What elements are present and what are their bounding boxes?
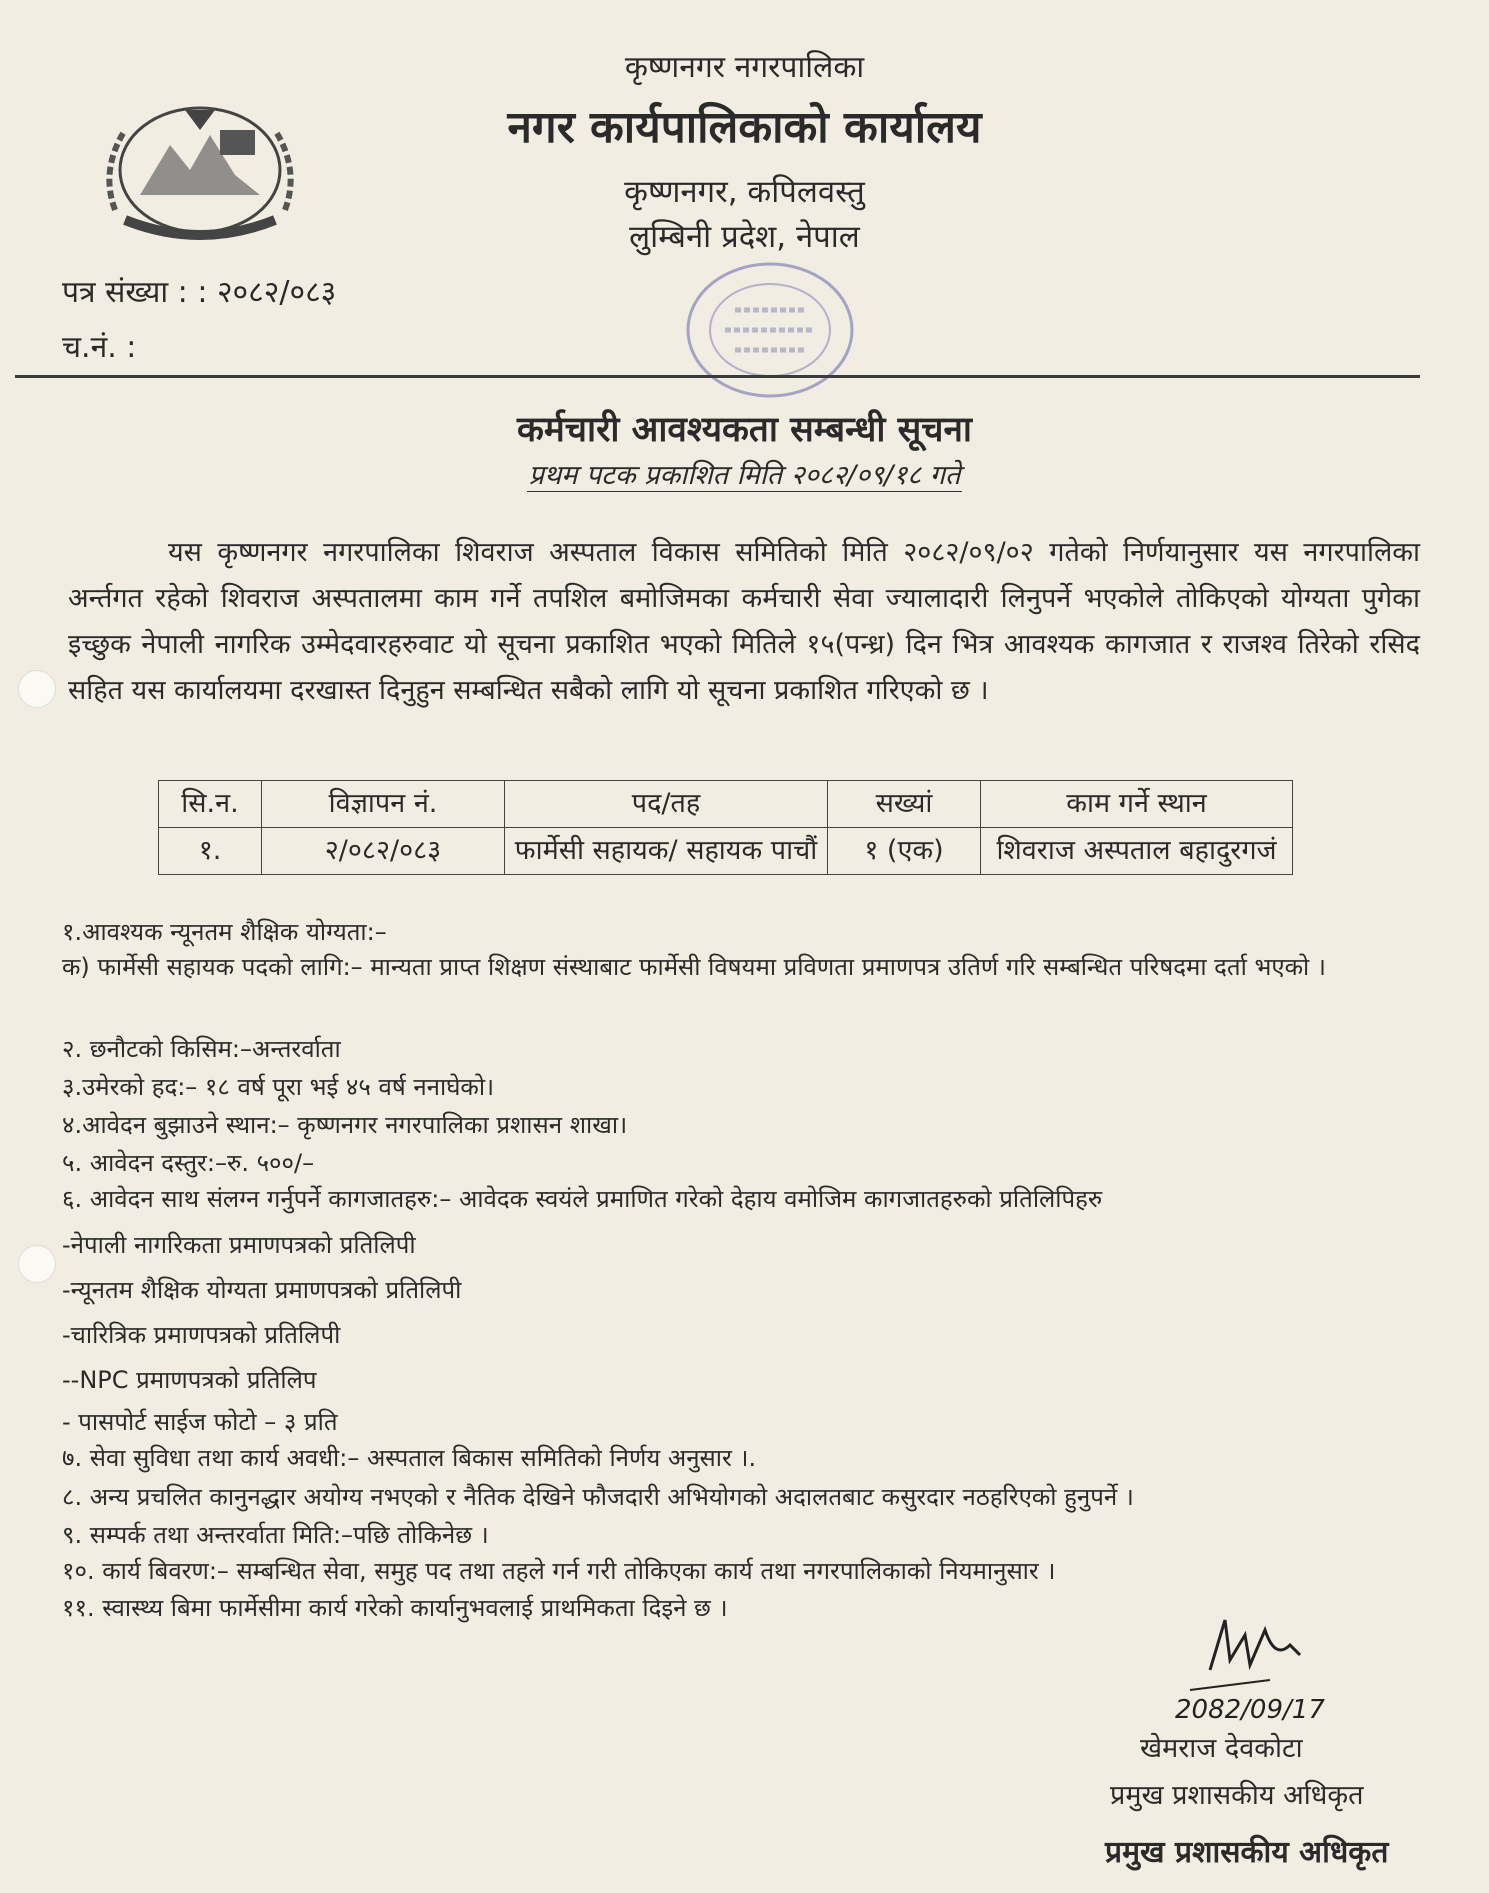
notice-body [68,530,1420,714]
list-item: २. छनौटको किसिम:–अन्तरर्वाता [62,1035,341,1063]
office-round-stamp-icon [680,255,860,405]
list-item: -न्यूनतम शैक्षिक योग्यता प्रमाणपत्रको प्रतिलिपी [62,1276,462,1304]
signatory-name: खेमराज देवकोटा [1140,1733,1303,1764]
table-row [159,828,1293,875]
list-item: १.आवश्यक न्यूनतम शैक्षिक योग्यता:– [62,918,387,946]
table-header-row [159,781,1293,828]
letter-number: पत्र संख्या : : २०८२/०८३ [62,275,337,310]
header-divider [15,375,1420,378]
col-count: सख्यां [828,781,981,828]
list-item: ५. आवेदन दस्तुर:–रु. ५००/– [62,1149,315,1177]
notice-subtitle [0,455,1489,492]
signature-date: 2082/09/17 [1175,1695,1325,1725]
handwritten-signature [1150,1600,1410,1730]
list-item: १०. कार्य बिवरण:– सम्बन्धित सेवा, समुह पद तथा तहले गर्न गरी तोकिएका कार्य तथा नगरपालिकाको नियमानुसार । [62,1557,1056,1585]
col-position: पद/तह [505,781,828,828]
cell-serial: १. [159,828,262,875]
col-workplace: काम गर्ने स्थान [981,781,1293,828]
list-item: ११. स्वास्थ्य बिमा फार्मेसीमा कार्य गरेको कार्यानुभवलाई प्राथमिकता दिइने छ । [62,1594,728,1622]
cell-ad-number: २/०८२/०८३ [262,828,505,875]
signatory-designation: प्रमुख प्रशासकीय अधिकृत [1110,1780,1364,1811]
cell-count: १ (एक) [828,828,981,875]
list-item: ७. सेवा सुविधा तथा कार्य अवधी:– अस्पताल बिकास समितिको निर्णय अनुसार ।. [62,1444,757,1472]
office-name: नगर कार्यपालिकाको कार्यालय [507,102,982,153]
list-item: ९. सम्पर्क तथा अन्तरर्वाता मिति:–पछि तोकिनेछ । [62,1521,489,1549]
col-serial: सि.न. [159,781,262,828]
list-item: ३.उमेरको हद:– १८ वर्ष पूरा भई ४५ वर्ष ननाघेको। [62,1073,495,1101]
vacancy-table [158,780,1293,875]
list-item: ६. आवेदन साथ संलग्न गर्नुपर्ने कागजातहरु:– आवेदक स्वयंले प्रमाणित गरेको देहाय वमोजिम कागजातहरुको प्रतिलिपिहरु [62,1185,1103,1213]
list-item: - पासपोर्ट साईज फोटो – ३ प्रति [62,1408,338,1436]
list-item: क) फार्मेसी सहायक पदको लागि:– मान्यता प्राप्त शिक्षण संस्थाबाट फार्मेसी विषयमा प्रविणता प्रमाणपत्र उतिर्ण गरि सम्बन्धित परिषदमा दर्ता भएको । [62,953,1326,981]
municipality-name: कृष्णनगर नगरपालिका [624,50,865,85]
designation-stamp: प्रमुख प्रशासकीय अधिकृत [1105,1835,1389,1870]
punch-hole [18,670,56,708]
dispatch-number: च.नं. : [62,330,137,365]
notice-title: कर्मचारी आवश्यकता सम्बन्धी सूचना [516,410,973,450]
notice-paragraph: यस कृष्णनगर नगरपालिका शिवराज अस्पताल विकास समितिको मिति २०८२/०९/०२ गतेको निर्णयानुसार यस नगरपालिका अर्न्तगत रहेको शिवराज अस्पतालमा काम गर्ने तपशिल बमोजिमका कर्मचारी सेवा ज्यालादारी लिनुपर्ने भएकोले तोकिएको योग्यता पुगेका इच्छुक नेपाली नागरिक उम्मेदवारहरुवाट यो सूचना प्रकाशित भएको मितिले १५(पन्ध्र) दिन भित्र आवश्यक कागजात र राजश्व तिरेको रसिद सहित यस कार्यालयमा दरखास्त दिनुहुन सम्बन्धित सबैको लागि यो सूचना प्रकाशित गरिएको छ । [68,537,1420,706]
list-item: ८. अन्य प्रचलित कानुनद्धार अयोग्य नभएको र नैतिक देखिने फौजदारी अभियोगको अदालतबाट कसुरदार नठहरिएको हुनुपर्ने । [62,1483,1134,1511]
cell-position: फार्मेसी सहायक/ सहायक पाचौं [505,828,828,875]
punch-hole [18,1245,56,1283]
list-item: --NPC प्रमाणपत्रको प्रतिलिप [62,1366,317,1394]
publish-date-text: प्रथम पटक प्रकाशित मिति २०८२/०९/१८ गते [528,460,961,491]
list-item: -नेपाली नागरिकता प्रमाणपत्रको प्रतिलिपी [62,1231,416,1259]
office-province: लुम्बिनी प्रदेश, नेपाल [629,219,860,255]
cell-workplace: शिवराज अस्पताल बहादुरगजं [981,828,1293,875]
list-item: ४.आवेदन बुझाउने स्थान:– कृष्णनगर नगरपालिका प्रशासन शाखा। [62,1111,628,1139]
col-ad-number: विज्ञापन नं. [262,781,505,828]
list-item: -चारित्रिक प्रमाणपत्रको प्रतिलिपी [62,1321,341,1349]
office-address: कृष्णनगर, कपिलवस्तु [624,174,865,210]
